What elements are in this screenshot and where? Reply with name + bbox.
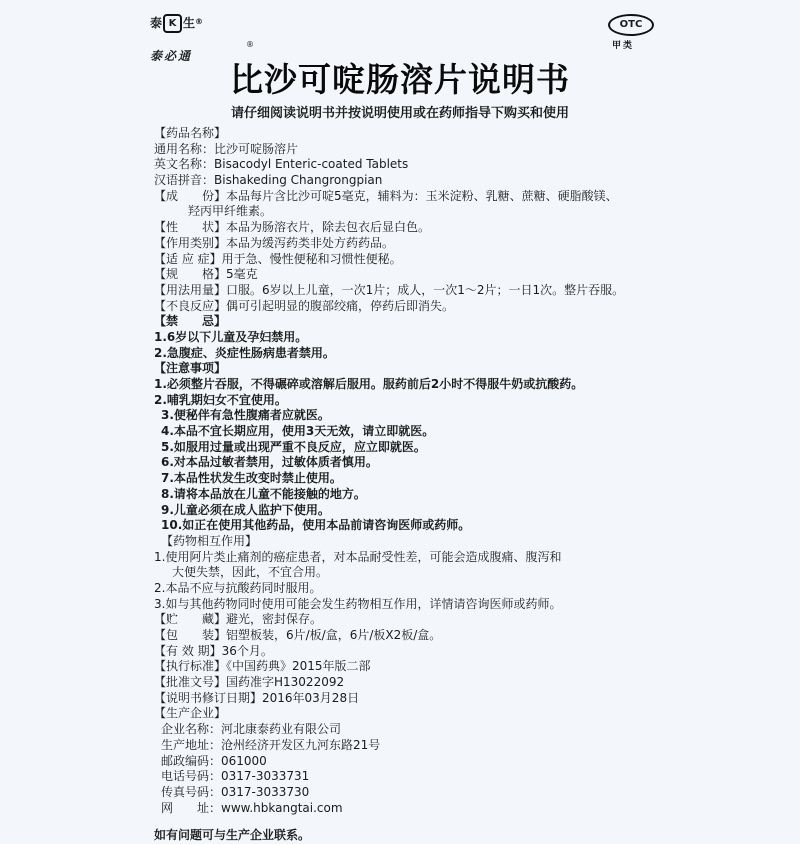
precaution-item: 1.必须整片吞服，不得碾碎或溶解后服用。服药前后2小时不得服牛奶或抗酸药。 bbox=[154, 377, 584, 391]
precaution-item: 6.对本品过敏者禁用，过敏体质者慎用。 bbox=[161, 455, 378, 470]
postal-code: 邮政编码：061000 bbox=[161, 753, 267, 768]
otc-badge: OTC bbox=[608, 14, 654, 36]
logo-brand-name: 泰必通 bbox=[150, 49, 193, 63]
interaction-item: 3.如与其他药物同时使用可能会发生药物相互作用，详情请咨询医师或药师。 bbox=[154, 596, 562, 611]
section-heading-contraindications: 【禁 忌】 bbox=[154, 314, 227, 329]
otc-class-label: 甲类 bbox=[612, 41, 635, 51]
section-heading-interactions: 【药物相互作用】 bbox=[161, 533, 258, 548]
storage: 【贮 藏】避光，密封保存。 bbox=[154, 612, 323, 627]
precaution-item: 10.如正在使用其他药品，使用本品前请咨询医师或药师。 bbox=[161, 518, 471, 533]
contraindication-item: 1.6岁以下儿童及孕妇禁用。 bbox=[154, 329, 308, 344]
appearance: 【性 状】本品为肠溶衣片，除去包衣后显白色。 bbox=[154, 220, 431, 235]
interaction-item-continued: 大便失禁，因此，不宜合用。 bbox=[172, 565, 329, 580]
precaution-item: 3.便秘伴有急性腹痛者应就医。 bbox=[161, 408, 330, 423]
document-subtitle: 请仔细阅读说明书并按说明使用或在药师指导下购买和使用 bbox=[230, 106, 569, 121]
specification: 【规 格】5毫克 bbox=[154, 267, 258, 282]
company-name: 企业名称：河北康泰药业有限公司 bbox=[161, 722, 342, 737]
registered-mark: ® bbox=[195, 17, 204, 26]
precaution-item: 5.如服用过量或出现严重不良反应，应立即就医。 bbox=[161, 439, 426, 454]
ingredients: 【成 份】本品每片含比沙可啶5毫克，辅料为：玉米淀粉、乳糖、蔗糖、硬脂酸镁、 bbox=[154, 188, 618, 203]
interaction-item: 1.使用阿片类止痛剂的癌症患者，对本品耐受性差，可能会造成腹痛、腹泻和 bbox=[154, 549, 562, 564]
pinyin-name: 汉语拼音：Bishakeding Changrongpian bbox=[154, 173, 383, 188]
packaging: 【包 装】铝塑板装，6片/板/盒，6片/板X2板/盒。 bbox=[154, 628, 442, 642]
logo-badge-icon: K bbox=[163, 14, 182, 33]
precaution-item: 4.本品不宜长期应用，使用3天无效，请立即就医。 bbox=[161, 424, 435, 439]
drug-category: 【作用类别】本品为缓泻药类非处方药药品。 bbox=[154, 235, 395, 250]
revision-date: 【说明书修订日期】2016年03月28日 bbox=[154, 690, 360, 705]
ingredients-continued: 羟丙甲纤维素。 bbox=[188, 204, 273, 219]
fax-number: 传真号码：0317-3033730 bbox=[161, 784, 310, 799]
website: 网 址：www.hbkangtai.com bbox=[161, 800, 343, 815]
section-heading-manufacturer: 【生产企业】 bbox=[154, 706, 227, 721]
dosage: 【用法用量】口服。6岁以上儿童，一次1片；成人，一次1～2片；一日1次。整片吞服。 bbox=[154, 282, 625, 297]
company-address: 生产地址：沧州经济开发区九河东路21号 bbox=[161, 737, 381, 752]
contact-note: 如有问题可与生产企业联系。 bbox=[154, 828, 311, 843]
precaution-item: 7.本品性状发生改变时禁止使用。 bbox=[161, 471, 342, 486]
logo-char-right: 生 bbox=[183, 16, 196, 30]
phone-number: 电话号码：0317-3033731 bbox=[161, 769, 310, 784]
instruction-body bbox=[154, 126, 654, 844]
generic-name: 通用名称：比沙可啶肠溶片 bbox=[154, 141, 299, 156]
shelf-life: 【有 效 期】36个月。 bbox=[154, 643, 273, 658]
standard: 【执行标准】《中国药典》2015年版二部 bbox=[154, 659, 371, 674]
indications: 【适 应 症】用于急、慢性便秘和习惯性便秘。 bbox=[154, 251, 402, 266]
logo-top-row bbox=[150, 14, 203, 33]
adverse-reactions: 【不良反应】偶可引起明显的腹部绞痛，停药后即消失。 bbox=[154, 298, 455, 313]
section-heading-name: 【药品名称】 bbox=[154, 126, 227, 140]
precaution-item: 8.请将本品放在儿童不能接触的地方。 bbox=[161, 486, 366, 501]
precaution-item: 2.哺乳期妇女不宜使用。 bbox=[154, 392, 287, 407]
logo-char-left: 泰 bbox=[150, 16, 163, 30]
registered-mark-2: ® bbox=[246, 40, 254, 49]
section-heading-precautions: 【注意事项】 bbox=[154, 361, 227, 376]
english-name: 英文名称：Bisacodyl Enteric-coated Tablets bbox=[154, 157, 409, 172]
precaution-item: 9.儿童必须在成人监护下使用。 bbox=[161, 502, 330, 517]
document-title: 比沙可啶肠溶片说明书 bbox=[230, 60, 570, 99]
interaction-item: 2.本品不应与抗酸药同时服用。 bbox=[154, 580, 322, 595]
contraindication-item: 2.急腹症、炎症性肠病患者禁用。 bbox=[154, 345, 335, 360]
approval-number: 【批准文号】国药准字H13022092 bbox=[154, 675, 345, 690]
